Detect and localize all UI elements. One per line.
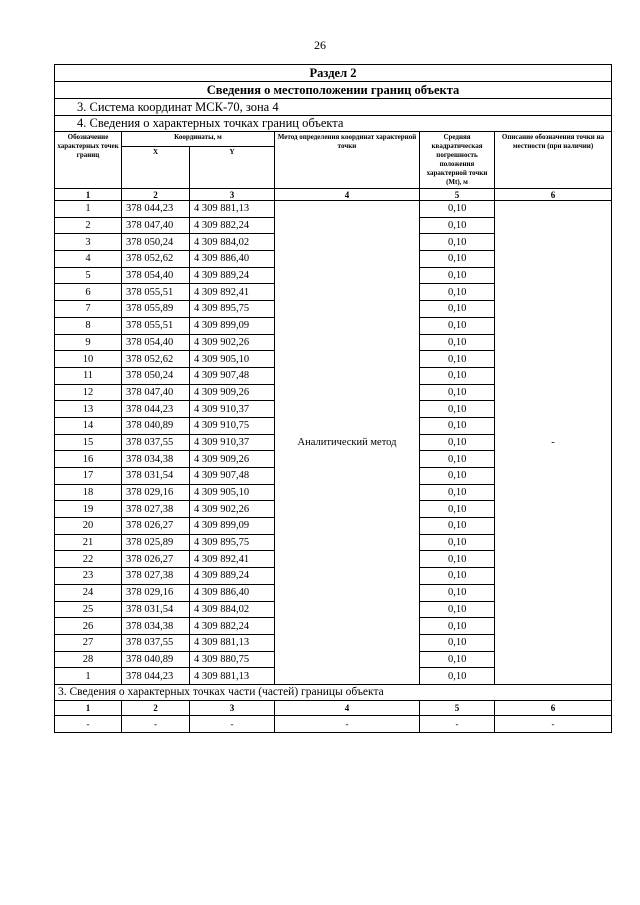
coord-system: 3. Система координат МСК-70, зона 4 <box>55 99 612 116</box>
coord-y: 4 309 882,24 <box>190 217 275 234</box>
point-number: 1 <box>55 668 122 685</box>
error-value: 0,10 <box>420 584 495 601</box>
parts-empty-cell: - <box>122 715 190 732</box>
point-number: 27 <box>55 634 122 651</box>
coord-y: 4 309 910,37 <box>190 401 275 418</box>
header-error: Средняя квадратическая погрешность положения характерной точки (Mt), м <box>420 132 495 189</box>
point-number: 14 <box>55 417 122 434</box>
page-number: 26 <box>314 38 326 52</box>
point-number: 28 <box>55 651 122 668</box>
point-number: 7 <box>55 301 122 318</box>
column-number: 3 <box>190 189 275 201</box>
coord-y: 4 309 892,41 <box>190 551 275 568</box>
error-value: 0,10 <box>420 417 495 434</box>
error-value: 0,10 <box>420 334 495 351</box>
column-number: 6 <box>495 189 612 201</box>
coord-y: 4 309 886,40 <box>190 251 275 268</box>
coord-x: 378 047,40 <box>122 384 190 401</box>
point-number: 20 <box>55 518 122 535</box>
error-value: 0,10 <box>420 267 495 284</box>
coord-x: 378 052,62 <box>122 251 190 268</box>
coord-y: 4 309 882,24 <box>190 618 275 635</box>
coord-y: 4 309 880,75 <box>190 651 275 668</box>
point-number: 11 <box>55 367 122 384</box>
coord-x: 378 026,27 <box>122 551 190 568</box>
coord-y: 4 309 881,13 <box>190 634 275 651</box>
parts-empty-cell: - <box>495 715 612 732</box>
error-value: 0,10 <box>420 518 495 535</box>
header-description: Описание обозначения точки на местности (при наличии) <box>495 132 612 189</box>
coord-x: 378 026,27 <box>122 518 190 535</box>
error-value: 0,10 <box>420 401 495 418</box>
coord-y: 4 309 881,13 <box>190 201 275 218</box>
error-value: 0,10 <box>420 484 495 501</box>
coord-y: 4 309 889,24 <box>190 568 275 585</box>
points-title: 4. Сведения о характерных точках границ объекта <box>55 116 612 132</box>
coord-x: 378 055,51 <box>122 317 190 334</box>
parts-empty-cell: - <box>190 715 275 732</box>
error-value: 0,10 <box>420 501 495 518</box>
coord-x: 378 037,55 <box>122 434 190 451</box>
header-method: Метод определения координат характерной точки <box>275 132 420 189</box>
error-value: 0,10 <box>420 284 495 301</box>
column-number: 5 <box>420 189 495 201</box>
coord-y: 4 309 892,41 <box>190 284 275 301</box>
error-value: 0,10 <box>420 434 495 451</box>
error-value: 0,10 <box>420 351 495 368</box>
error-value: 0,10 <box>420 451 495 468</box>
coord-y: 4 309 895,75 <box>190 301 275 318</box>
coord-y: 4 309 884,02 <box>190 234 275 251</box>
point-number: 21 <box>55 534 122 551</box>
section-title: Раздел 2 <box>55 65 612 82</box>
error-value: 0,10 <box>420 251 495 268</box>
parts-empty-cell: - <box>55 715 122 732</box>
point-number: 26 <box>55 618 122 635</box>
error-value: 0,10 <box>420 634 495 651</box>
coord-x: 378 052,62 <box>122 351 190 368</box>
section-subtitle: Сведения о местоположении границ объекта <box>55 82 612 99</box>
coord-x: 378 027,38 <box>122 501 190 518</box>
error-value: 0,10 <box>420 234 495 251</box>
error-value: 0,10 <box>420 201 495 218</box>
point-number: 12 <box>55 384 122 401</box>
coord-x: 378 054,40 <box>122 267 190 284</box>
point-number: 13 <box>55 401 122 418</box>
coord-y: 4 309 907,48 <box>190 468 275 485</box>
parts-column-number: 5 <box>420 700 495 715</box>
error-value: 0,10 <box>420 301 495 318</box>
coord-y: 4 309 910,75 <box>190 417 275 434</box>
point-number: 6 <box>55 284 122 301</box>
point-number: 3 <box>55 234 122 251</box>
coord-y: 4 309 905,10 <box>190 484 275 501</box>
error-value: 0,10 <box>420 217 495 234</box>
parts-empty-row <box>55 715 612 732</box>
error-value: 0,10 <box>420 668 495 685</box>
coord-y: 4 309 886,40 <box>190 584 275 601</box>
header-y: Y <box>190 147 275 189</box>
coord-y: 4 309 902,26 <box>190 501 275 518</box>
coord-x: 378 044,23 <box>122 668 190 685</box>
coord-x: 378 047,40 <box>122 217 190 234</box>
point-number: 4 <box>55 251 122 268</box>
coord-y: 4 309 907,48 <box>190 367 275 384</box>
error-value: 0,10 <box>420 651 495 668</box>
parts-empty-cell: - <box>420 715 495 732</box>
error-value: 0,10 <box>420 534 495 551</box>
error-value: 0,10 <box>420 601 495 618</box>
coord-x: 378 031,54 <box>122 468 190 485</box>
error-value: 0,10 <box>420 618 495 635</box>
parts-empty-cell: - <box>275 715 420 732</box>
column-numbers-row <box>55 189 612 201</box>
coord-y: 4 309 889,24 <box>190 267 275 284</box>
parts-column-numbers-row <box>55 700 612 715</box>
point-number: 19 <box>55 501 122 518</box>
table-row <box>55 201 612 218</box>
error-value: 0,10 <box>420 384 495 401</box>
error-value: 0,10 <box>420 367 495 384</box>
point-number: 18 <box>55 484 122 501</box>
coord-x: 378 034,38 <box>122 618 190 635</box>
column-number: 1 <box>55 189 122 201</box>
point-number: 24 <box>55 584 122 601</box>
coord-x: 378 050,24 <box>122 234 190 251</box>
error-value: 0,10 <box>420 468 495 485</box>
point-number: 9 <box>55 334 122 351</box>
coord-y: 4 309 884,02 <box>190 601 275 618</box>
coord-x: 378 025,89 <box>122 534 190 551</box>
parts-column-number: 4 <box>275 700 420 715</box>
coord-x: 378 040,89 <box>122 651 190 668</box>
coord-x: 378 034,38 <box>122 451 190 468</box>
coord-x: 378 037,55 <box>122 634 190 651</box>
parts-column-number: 1 <box>55 700 122 715</box>
point-number: 17 <box>55 468 122 485</box>
coord-x: 378 055,51 <box>122 284 190 301</box>
error-value: 0,10 <box>420 551 495 568</box>
coord-x: 378 055,89 <box>122 301 190 318</box>
parts-column-number: 3 <box>190 700 275 715</box>
parts-title: 3. Сведения о характерных точках части (частей) границы объекта <box>55 684 612 700</box>
coord-y: 4 309 881,13 <box>190 668 275 685</box>
coord-y: 4 309 899,09 <box>190 317 275 334</box>
coord-y: 4 309 909,26 <box>190 384 275 401</box>
point-number: 22 <box>55 551 122 568</box>
parts-title-row <box>55 684 612 700</box>
coord-x: 378 040,89 <box>122 417 190 434</box>
coord-x: 378 054,40 <box>122 334 190 351</box>
coord-x: 378 027,38 <box>122 568 190 585</box>
description-cell: - <box>495 201 612 685</box>
header-coordinates: Координаты, м <box>122 132 275 147</box>
point-number: 25 <box>55 601 122 618</box>
error-value: 0,10 <box>420 317 495 334</box>
point-number: 23 <box>55 568 122 585</box>
point-number: 2 <box>55 217 122 234</box>
point-number: 15 <box>55 434 122 451</box>
method-cell: Аналитический метод <box>275 201 420 685</box>
coord-y: 4 309 905,10 <box>190 351 275 368</box>
coord-x: 378 050,24 <box>122 367 190 384</box>
parts-column-number: 6 <box>495 700 612 715</box>
coord-x: 378 044,23 <box>122 401 190 418</box>
point-number: 16 <box>55 451 122 468</box>
coord-x: 378 044,23 <box>122 201 190 218</box>
column-number: 2 <box>122 189 190 201</box>
column-number: 4 <box>275 189 420 201</box>
coord-y: 4 309 899,09 <box>190 518 275 535</box>
coord-y: 4 309 910,37 <box>190 434 275 451</box>
error-value: 0,10 <box>420 568 495 585</box>
coord-x: 378 029,16 <box>122 484 190 501</box>
coord-x: 378 031,54 <box>122 601 190 618</box>
point-number: 1 <box>55 201 122 218</box>
header-point-designation: Обозначение характерных точек границ <box>55 132 122 189</box>
coord-y: 4 309 909,26 <box>190 451 275 468</box>
coord-x: 378 029,16 <box>122 584 190 601</box>
header-x: X <box>122 147 190 189</box>
point-number: 8 <box>55 317 122 334</box>
parts-column-number: 2 <box>122 700 190 715</box>
point-number: 5 <box>55 267 122 284</box>
coord-y: 4 309 902,26 <box>190 334 275 351</box>
point-number: 10 <box>55 351 122 368</box>
boundary-table <box>54 64 612 733</box>
coord-y: 4 309 895,75 <box>190 534 275 551</box>
